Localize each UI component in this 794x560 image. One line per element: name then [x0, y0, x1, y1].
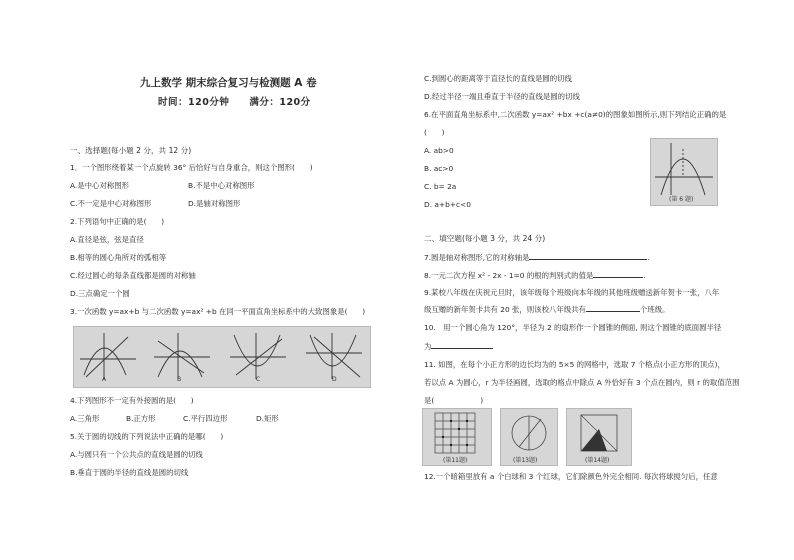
q6-figure-caption: (第 6 题)	[669, 196, 694, 203]
q2-option-b: B.相等的圆心角所对的弧相等	[70, 253, 167, 262]
q7-answer-blank[interactable]	[529, 252, 650, 262]
question-4: 4.下列图形不一定有外接圆的是( )	[70, 396, 194, 405]
q6-option-c: C. b= 2a	[424, 182, 457, 191]
q6-option-d: D. a+b+c<0	[424, 200, 471, 209]
q1-option-d: D.是轴对称图形	[188, 199, 241, 208]
question-1: 1．一个图形绕着某一个点旋转 36° 后恰好与自身重合，则这个图形( )	[70, 163, 313, 172]
q3-graph-figure	[73, 326, 371, 388]
exam-time-and-score: 时间：120分钟 满分：120分	[158, 97, 311, 108]
q5-option-a: A.与圆只有一个公共点的直线是圆的切线	[70, 450, 203, 459]
q6-option-a: A. ab>0	[424, 146, 454, 155]
q8-period: .	[643, 271, 646, 280]
q1-option-a: A.是中心对称图形	[70, 181, 130, 190]
q7-text: 7.圆是轴对称图形,它的对称轴是	[424, 253, 530, 262]
question-6: 6.在平面直角坐标系中,二次函数 y=ax² +bx +c(a≠0)的图象如图所示,则下列结论正确的是	[424, 110, 727, 119]
q13-figure-caption: (第13题)	[513, 457, 538, 464]
q4-option-c: C.平行四边形	[183, 414, 228, 423]
q4-option-b: B.正方形	[126, 414, 156, 423]
q3-label-b: B	[177, 376, 182, 383]
q3-label-a: A	[102, 376, 107, 383]
q6-option-b: B. ac>0	[424, 164, 454, 173]
q2-option-d: D.三点确定一个圆	[70, 289, 130, 298]
q3-graphs-svg	[74, 327, 370, 387]
q3-label-c: C	[256, 376, 261, 383]
question-11-line-2: 若以点 A 为圆心，r 为半径画圆，选取的格点中除点 A 外恰好有 3 个点在圆内，则 r 的取值范围	[424, 378, 740, 387]
q1-option-b: B.不是中心对称图形	[188, 181, 255, 190]
q5-option-d: D.经过半径一端且垂直于半径的直线是圆的切线	[424, 92, 580, 101]
q14-square-figure	[566, 408, 632, 466]
q8-text: 8.一元二次方程 x² - 2x - 1=0 的根的判别式的值是	[424, 271, 594, 280]
question-8	[424, 270, 646, 281]
question-7	[424, 252, 650, 263]
q6-answer-paren: ( )	[424, 128, 445, 137]
q2-option-c: C.经过圆心的每条直线都是圆的对称轴	[70, 271, 196, 280]
question-5: 5.关于圆的切线的下列说法中正确的是哪( )	[70, 432, 224, 441]
q14-figure-caption: (第14题)	[585, 457, 610, 464]
q5-option-c: C.到圆心的距离等于直径长的直线是圆的切线	[424, 74, 572, 83]
question-3: 3.一次函数 y=ax+b 与二次函数 y=ax² +b 在同一平面直角坐标系中的大致图象是( )	[70, 307, 366, 316]
q9-text: 级互赠的新年贺卡共有 20 张，则该校八年级共有	[424, 305, 586, 314]
q9-unit: 个班级。	[639, 305, 670, 314]
question-2: 2.下列语句中正确的是( )	[70, 217, 165, 226]
q2-option-a: A.直径是弦，弦是直径	[70, 235, 144, 244]
q11-grid-figure	[422, 408, 492, 466]
q8-answer-blank[interactable]	[593, 270, 646, 280]
section-fill-heading: 二、填空题(每小题 3 分，共 24 分)	[424, 234, 546, 243]
section-choice-heading: 一、选择题(每小题 2 分，共 12 分)	[70, 146, 192, 155]
q5-option-b: B.垂直于圆的半径的直线是圆的切线	[70, 468, 189, 477]
q6-parabola-figure	[650, 138, 718, 206]
question-11-line-3	[424, 396, 483, 406]
q10-text: 为	[424, 342, 432, 351]
q4-option-d: D.矩形	[256, 414, 279, 423]
q4-option-a: A.三角形	[70, 414, 100, 423]
q3-label-d: D	[332, 376, 337, 383]
question-9-line-1: 9.某校八年级在庆祝元旦时，该年级每个班级向本年级的其他班级赠送新年贺卡一张，八年	[424, 288, 720, 297]
q1-option-c: C.不一定是中心对称图形	[70, 199, 152, 208]
document-title: 九上数学 期末综合复习与检测题 A 卷	[140, 77, 317, 89]
q13-circle-figure	[500, 408, 558, 466]
q11-paren-close: )	[480, 396, 484, 405]
question-11-line-1: 11. 如图，在每个小正方形的边长均为的 5×5 的网格中，选取 7 个格点(小正方形的顶点)，	[424, 360, 725, 369]
q7-period: .	[647, 253, 650, 262]
question-10-line-2	[424, 341, 493, 352]
question-9-line-2	[424, 304, 670, 315]
q10-answer-blank[interactable]	[431, 341, 493, 349]
q11-text: 是(	[424, 396, 435, 405]
question-10-line-1: 10. 用一个圆心角为 120°，半径为 2 的扇形作一个圆锥的侧面, 则这个圆锥的底面圆半径	[424, 323, 722, 332]
question-12: 12.一个暗箱里放有 a 个白球和 3 个红球，它们除颜色外完全相同. 每次将球搅匀后，任意	[424, 472, 718, 481]
q11-figure-caption: (第11题)	[443, 457, 468, 464]
q9-answer-blank[interactable]	[586, 304, 640, 312]
